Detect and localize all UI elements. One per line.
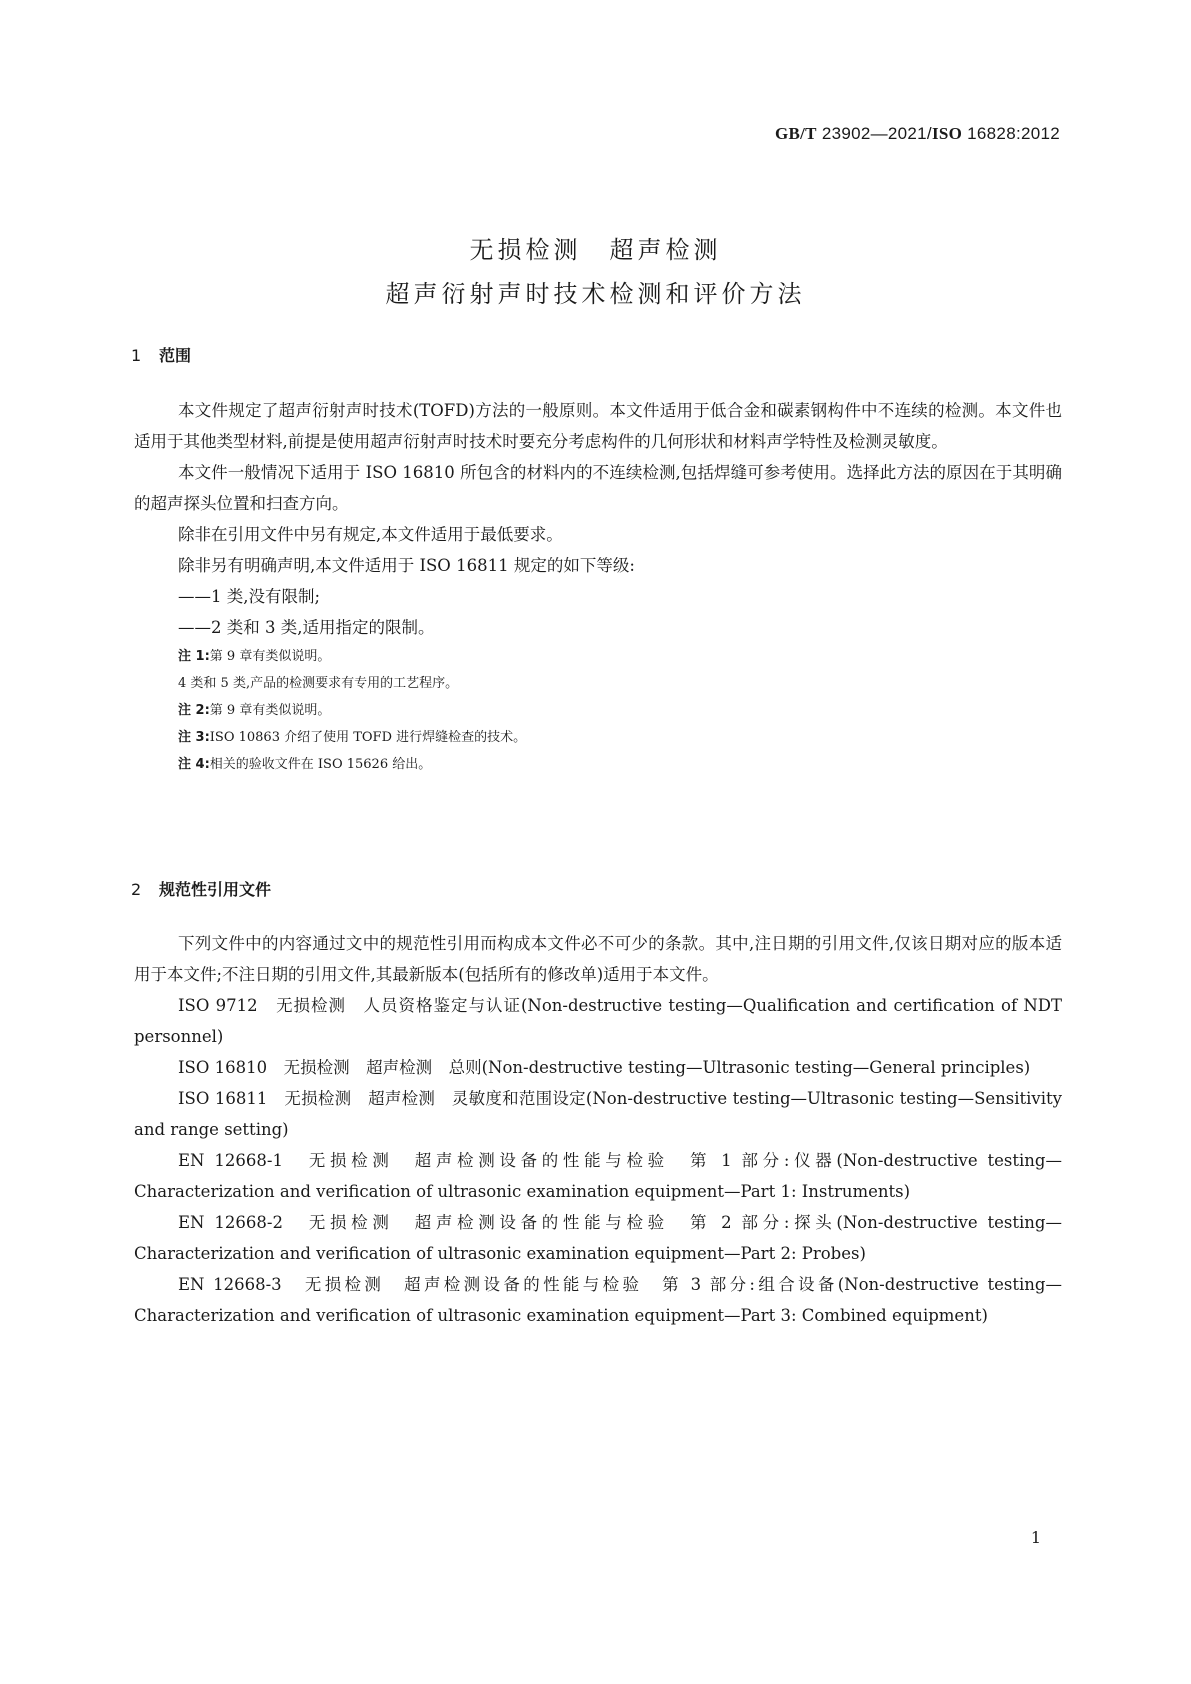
reference-item: ISO 16810 无损检测 超声检测 总则(Non-destructive testing—Ultrasonic testing—General principles)	[178, 1058, 1031, 1077]
paragraph: 本文件规定了超声衍射声时技术(TOFD)方法的一般原则。本文件适用于低合金和碳素钢构件中不连续的检测。本文件也适用于其他类型材料,前提是使用超声衍射声时技术时要充分考虑构件的几何形状和材料声学特性及检测灵敏度。	[134, 401, 1062, 451]
reference-item: ISO 16811 无损检测 超声检测 灵敏度和范围设定(Non-destructive testing—Ultrasonic testing—Sensitivity and range setting)	[134, 1089, 1062, 1139]
note-text: 第 9 章有类似说明。	[209, 703, 331, 718]
document-title-line1: 无损检测 超声检测	[469, 236, 722, 264]
reference-item: EN 12668-3 无损检测 超声检测设备的性能与检验 第 3 部分:组合设备(Non-destructive testing—Characterization and verification of ultrasonic examination equipment—Part 3: Combined equipment)	[134, 1275, 1062, 1325]
list-item: ——1 类,没有限制;	[178, 587, 321, 606]
iso-number: 16828:2012	[967, 124, 1060, 143]
note	[134, 751, 1062, 778]
section-number: 1	[131, 346, 142, 365]
note	[134, 724, 1062, 751]
section-number: 2	[131, 880, 142, 899]
note-label: 注 3:	[178, 730, 210, 745]
reference-item: EN 12668-1 无损检测 超声检测设备的性能与检验 第 1 部分:仪器(Non-destructive testing—Characterization and verification of ultrasonic examination equipment—Part 1: Instruments)	[134, 1151, 1062, 1201]
note-label: 注 2:	[178, 703, 210, 718]
page-number: 1	[1030, 1528, 1041, 1547]
standard-number: 23902—2021/	[821, 124, 932, 143]
note-text: ISO 10863 介绍了使用 TOFD 进行焊缝检查的技术。	[209, 730, 527, 745]
note-text: 4 类和 5 类,产品的检测要求有专用的工艺程序。	[178, 676, 459, 691]
paragraph: 除非另有明确声明,本文件适用于 ISO 16811 规定的如下等级:	[178, 556, 635, 575]
reference-item: EN 12668-2 无损检测 超声检测设备的性能与检验 第 2 部分:探头(Non-destructive testing—Characterization and verification of ultrasonic examination equipment—Part 2: Probes)	[134, 1213, 1062, 1263]
section1-body	[134, 395, 1062, 778]
standard-identifier	[775, 124, 1060, 144]
note	[134, 697, 1062, 724]
section-heading-scope	[131, 343, 191, 366]
note-text: 第 9 章有类似说明。	[209, 649, 331, 664]
section2-body	[134, 928, 1062, 1331]
section-title: 范围	[159, 346, 192, 365]
paragraph: 除非在引用文件中另有规定,本文件适用于最低要求。	[178, 525, 563, 544]
standard-prefix: GB/T	[774, 124, 817, 143]
iso-prefix: ISO	[931, 124, 963, 143]
paragraph: 下列文件中的内容通过文中的规范性引用而构成本文件必不可少的条款。其中,注日期的引用文件,仅该日期对应的版本适用于本文件;不注日期的引用文件,其最新版本(包括所有的修改单)适用于本文件。	[134, 934, 1062, 984]
note-label: 注 1:	[178, 649, 210, 664]
document-title-line2: 超声衍射声时技术检测和评价方法	[385, 280, 806, 308]
reference-item: ISO 9712 无损检测 人员资格鉴定与认证(Non-destructive testing—Qualification and certification of NDT personnel)	[134, 996, 1062, 1046]
note-label: 注 4:	[178, 757, 210, 772]
section-heading-normative-references	[131, 877, 271, 900]
note	[134, 670, 1062, 697]
section-title: 规范性引用文件	[159, 880, 272, 899]
note-text: 相关的验收文件在 ISO 15626 给出。	[209, 757, 432, 772]
paragraph: 本文件一般情况下适用于 ISO 16810 所包含的材料内的不连续检测,包括焊缝可参考使用。选择此方法的原因在于其明确的超声探头位置和扫查方向。	[134, 463, 1062, 513]
note	[134, 643, 1062, 670]
list-item: ——2 类和 3 类,适用指定的限制。	[178, 618, 435, 637]
